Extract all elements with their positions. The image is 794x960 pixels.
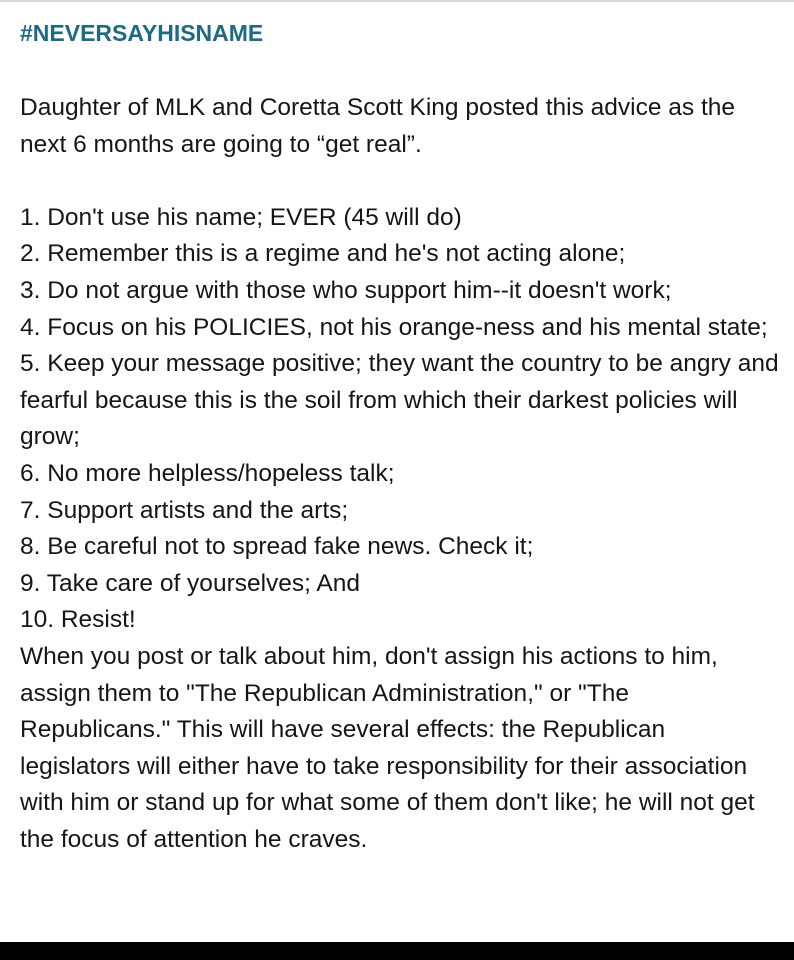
list-item-6: 6. No more helpless/hopeless talk; — [20, 459, 395, 487]
hashtag-title[interactable]: #NEVERSAYHISNAME — [20, 20, 264, 46]
closing-paragraph: When you post or talk about him, don't assign his actions to him, assign them to "The Republican Administration," or "The Republicans." This will have several effects: the Republican legislators will either have to take responsibility for their association with him or stand up for what some of them don't like; he will not get the focus of attention he craves. — [20, 642, 755, 853]
list-item-10: 10. Resist! — [20, 606, 136, 634]
list-item-8: 8. Be careful not to spread fake news. Check it; — [20, 533, 534, 561]
intro-paragraph: Daughter of MLK and Coretta Scott King posted this advice as the next 6 months are going to “get real”. — [20, 94, 735, 158]
list-item-4: 4. Focus on his POLICIES, not his orange-ness and his mental state; — [20, 313, 768, 341]
list-item-1: 1. Don't use his name; EVER (45 will do) — [20, 203, 462, 231]
list-item-7: 7. Support artists and the arts; — [20, 496, 349, 524]
list-item-5: 5. Keep your message positive; they want the country to be angry and fearful because this is the soil from which their darkest policies will grow; — [20, 350, 779, 451]
list-item-2: 2. Remember this is a regime and he's not acting alone; — [20, 240, 626, 268]
list-item-3: 3. Do not argue with those who support him--it doesn't work; — [20, 276, 672, 304]
list-item-9: 9. Take care of yourselves; And — [20, 569, 361, 597]
bottom-bar — [0, 942, 794, 960]
post-body — [20, 90, 780, 858]
